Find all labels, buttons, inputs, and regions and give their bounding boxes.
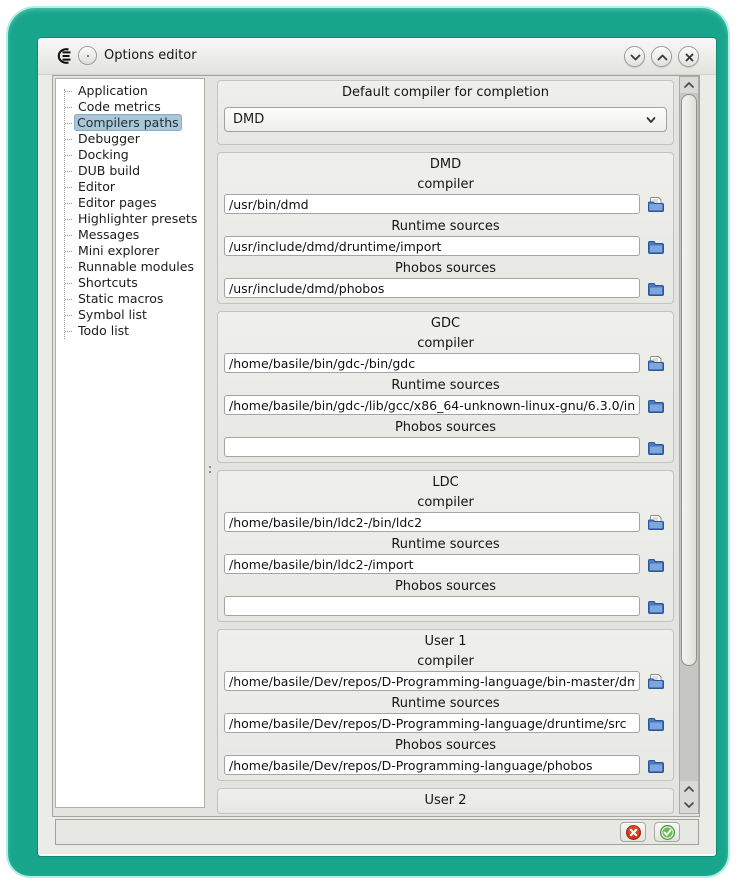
compiler-group-user-1 xyxy=(217,629,674,781)
field-label: Runtime sources xyxy=(391,219,500,234)
sidebar-item-label: Todo list xyxy=(78,323,130,338)
path-input[interactable] xyxy=(224,596,640,616)
field-label: Phobos sources xyxy=(394,579,497,594)
path-input[interactable] xyxy=(224,395,640,415)
category-list[interactable] xyxy=(55,78,205,808)
browse-folder-button[interactable] xyxy=(645,235,668,257)
sidebar-item-label: DUB build xyxy=(78,163,141,178)
path-field xyxy=(218,536,673,575)
browse-folder-button[interactable] xyxy=(645,553,668,575)
group-title: User 2 xyxy=(424,793,467,808)
compiler-group-ldc xyxy=(217,470,674,622)
browse-folder-button[interactable] xyxy=(645,277,668,299)
options-editor-window xyxy=(38,38,716,856)
sidebar-tree xyxy=(56,79,204,339)
close-circle-icon xyxy=(625,824,642,841)
field-label: Runtime sources xyxy=(391,696,500,711)
path-field xyxy=(218,377,673,416)
path-field xyxy=(218,260,673,299)
field-label: compiler xyxy=(417,336,474,351)
browse-folder-button[interactable] xyxy=(645,394,668,416)
browse-file-button[interactable] xyxy=(645,670,668,692)
scroll-down-button[interactable] xyxy=(680,797,698,813)
sidebar-item-label: Debugger xyxy=(78,131,140,146)
default-compiler-select[interactable] xyxy=(224,107,667,132)
window-title: Options editor xyxy=(104,48,197,63)
folder-icon xyxy=(646,756,666,776)
file-open-icon xyxy=(646,672,666,692)
field-label: Runtime sources xyxy=(391,378,500,393)
file-open-icon xyxy=(646,354,666,374)
path-input[interactable] xyxy=(224,194,640,214)
file-open-icon xyxy=(646,195,666,215)
path-field xyxy=(218,176,673,215)
group-title: Default compiler for completion xyxy=(342,85,549,100)
sidebar-item-runnable-modules[interactable] xyxy=(56,259,204,275)
path-input[interactable] xyxy=(224,278,640,298)
close-icon xyxy=(681,49,698,66)
dialog-button-bar xyxy=(55,819,699,845)
sidebar-item-label: Messages xyxy=(78,227,140,242)
sidebar-item-compilers-paths[interactable] xyxy=(56,115,204,131)
folder-icon xyxy=(646,597,666,617)
cancel-button[interactable] xyxy=(620,822,646,842)
browse-file-button[interactable] xyxy=(645,193,668,215)
options-panel xyxy=(214,76,678,814)
chevron-down-icon xyxy=(644,113,658,127)
path-input[interactable] xyxy=(224,236,640,256)
sidebar-item-symbol-list[interactable] xyxy=(56,307,204,323)
file-open-icon xyxy=(646,513,666,533)
browse-folder-button[interactable] xyxy=(645,595,668,617)
sidebar-item-todo-list[interactable] xyxy=(56,323,204,339)
path-field xyxy=(218,653,673,692)
sidebar-item-label: Application xyxy=(78,83,148,98)
sidebar-item-label: Compilers paths xyxy=(74,114,182,131)
chevron-up-icon xyxy=(654,49,671,66)
folder-icon xyxy=(646,438,666,458)
scroll-up-button-bottom[interactable] xyxy=(680,781,698,797)
chevron-down-icon xyxy=(680,797,698,813)
sidebar-item-dub-build[interactable] xyxy=(56,163,204,179)
group-title: GDC xyxy=(430,316,461,331)
titlebar[interactable] xyxy=(38,38,716,75)
scrollbar-thumb[interactable] xyxy=(681,94,697,666)
path-field xyxy=(218,419,673,458)
path-field xyxy=(218,218,673,257)
sidebar-item-debugger[interactable] xyxy=(56,131,204,147)
sidebar-item-label: Highlighter presets xyxy=(78,211,198,226)
path-input[interactable] xyxy=(224,713,640,733)
window-frame xyxy=(8,8,728,876)
compiler-group-user-2 xyxy=(217,788,674,814)
path-input[interactable] xyxy=(224,671,640,691)
ok-button[interactable] xyxy=(654,822,680,842)
group-title: LDC xyxy=(432,475,459,490)
sidebar-item-shortcuts[interactable] xyxy=(56,275,204,291)
sidebar-item-messages[interactable] xyxy=(56,227,204,243)
path-field xyxy=(218,494,673,533)
minimize-button[interactable] xyxy=(624,46,645,67)
path-field xyxy=(218,737,673,776)
sidebar-item-label: Shortcuts xyxy=(78,275,138,290)
sidebar-item-label: Code metrics xyxy=(78,99,161,114)
close-button[interactable] xyxy=(678,46,699,67)
coedit-logo-icon xyxy=(54,47,76,65)
chevron-up-icon xyxy=(680,77,698,93)
folder-icon xyxy=(646,396,666,416)
check-circle-icon xyxy=(659,824,676,841)
sidebar-item-application[interactable] xyxy=(56,83,204,99)
path-field xyxy=(218,578,673,617)
folder-icon xyxy=(646,555,666,575)
path-input[interactable] xyxy=(224,512,640,532)
titlebar-menu-button[interactable] xyxy=(78,46,97,65)
default-compiler-group xyxy=(217,80,674,145)
chevron-up-icon xyxy=(680,781,698,797)
sidebar-item-label: Docking xyxy=(78,147,129,162)
field-label: compiler xyxy=(417,495,474,510)
path-input[interactable] xyxy=(224,437,640,457)
browse-folder-button[interactable] xyxy=(645,436,668,458)
scroll-up-button[interactable] xyxy=(680,77,698,93)
field-label: compiler xyxy=(417,177,474,192)
field-label: Runtime sources xyxy=(391,537,500,552)
sidebar-splitter[interactable] xyxy=(206,78,214,808)
sidebar-item-label: Mini explorer xyxy=(78,243,160,258)
field-label: Phobos sources xyxy=(394,420,497,435)
path-input[interactable] xyxy=(224,554,640,574)
sidebar-item-label: Editor pages xyxy=(78,195,157,210)
sidebar-item-label: Static macros xyxy=(78,291,164,306)
sidebar-item-docking[interactable] xyxy=(56,147,204,163)
group-title: User 1 xyxy=(424,634,467,649)
path-input[interactable] xyxy=(224,353,640,373)
chevron-down-icon xyxy=(627,49,644,66)
sidebar-item-code-metrics[interactable] xyxy=(56,99,204,115)
path-field xyxy=(218,335,673,374)
folder-icon xyxy=(646,279,666,299)
compiler-group-dmd xyxy=(217,152,674,304)
browse-file-button[interactable] xyxy=(645,352,668,374)
sidebar-item-editor-pages[interactable] xyxy=(56,195,204,211)
sidebar-item-editor[interactable] xyxy=(56,179,204,195)
sidebar-item-label: Editor xyxy=(78,179,115,194)
browse-file-button[interactable] xyxy=(645,511,668,533)
compiler-group-gdc xyxy=(217,311,674,463)
sidebar-item-label: Symbol list xyxy=(78,307,147,322)
folder-icon xyxy=(646,714,666,734)
field-label: Phobos sources xyxy=(394,738,497,753)
sidebar-item-static-macros[interactable] xyxy=(56,291,204,307)
browse-folder-button[interactable] xyxy=(645,754,668,776)
maximize-button[interactable] xyxy=(651,46,672,67)
path-input[interactable] xyxy=(224,755,640,775)
group-title: DMD xyxy=(429,157,462,172)
options-panel-groups xyxy=(214,152,678,814)
field-label: compiler xyxy=(417,654,474,669)
path-field xyxy=(218,695,673,734)
sidebar-item-mini-explorer[interactable] xyxy=(56,243,204,259)
field-label: Phobos sources xyxy=(394,261,497,276)
vertical-scrollbar[interactable] xyxy=(679,76,699,814)
sidebar-item-label: Runnable modules xyxy=(78,259,194,274)
selected-compiler: DMD xyxy=(233,112,265,127)
folder-icon xyxy=(646,237,666,257)
browse-folder-button[interactable] xyxy=(645,712,668,734)
sidebar-item-highlighter-presets[interactable] xyxy=(56,211,204,227)
